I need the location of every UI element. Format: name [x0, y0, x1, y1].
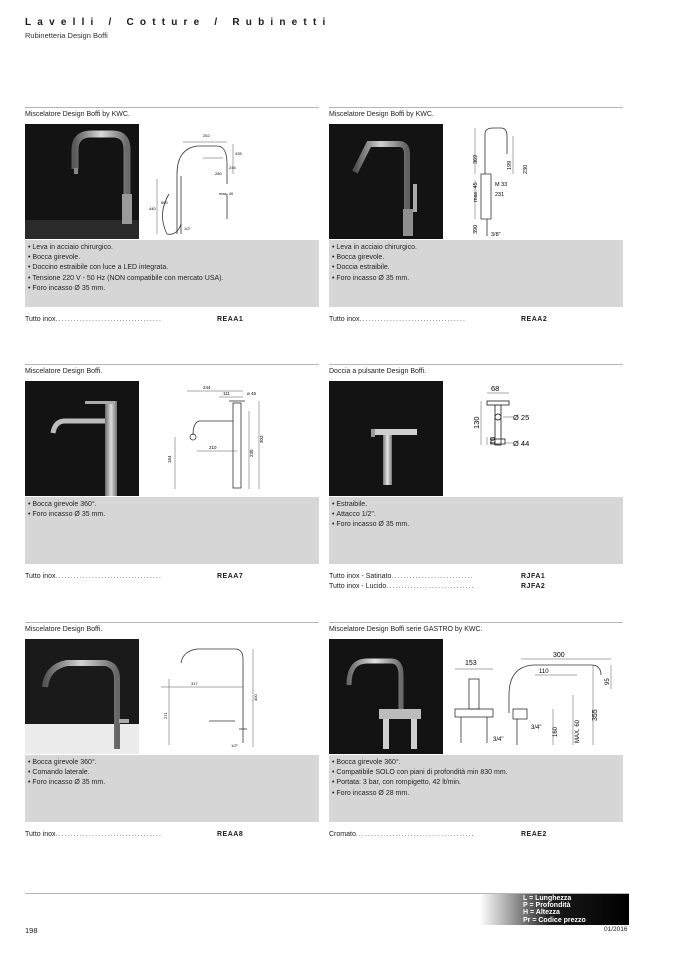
feature-item: • Tensione 220 V - 50 Hz (NON compatibile con mercato USA).: [28, 274, 316, 284]
faucet-photo-image: [329, 124, 443, 239]
edition-date: 01/2016: [604, 926, 628, 933]
dim-label: 230: [249, 449, 254, 457]
product-title: Miscelatore Design Boffi.: [25, 626, 103, 633]
feature-item: • Attacco 1/2".: [332, 510, 620, 520]
product-photo: [329, 381, 443, 496]
dim-label: Ø 44: [513, 439, 530, 448]
feature-item: • Estraibile.: [332, 500, 620, 510]
page-number: 198: [25, 926, 38, 935]
product-code: REAA7: [217, 573, 244, 580]
dim-label: 355: [592, 709, 599, 721]
feature-item: • Foro incasso Ø 35 mm.: [332, 520, 620, 530]
features-box: [25, 240, 319, 307]
card-divider: [329, 364, 623, 365]
product-photo: [329, 639, 443, 754]
dim-label: 68: [491, 384, 500, 393]
features-box: [329, 497, 623, 564]
legend-item: H = Altezza: [523, 909, 560, 917]
dim-label: 130: [472, 416, 481, 429]
finish-label: Tutto inox: [329, 316, 360, 323]
feature-item: • Doccia estraibile.: [332, 263, 620, 273]
finish-label: Tutto inox: [25, 316, 56, 323]
dim-label: 600: [161, 200, 168, 205]
dim-label: 303: [259, 435, 264, 443]
dim-label: 271: [163, 712, 168, 719]
technical-drawing-svg: [147, 639, 317, 754]
dim-label: 199: [507, 160, 513, 170]
price-code-row: Tutto inox................................... REAA1: [25, 316, 244, 323]
feature-item: • Leva in acciaio chirurgico.: [28, 243, 316, 253]
page-subtitle: Rubinetteria Design Boffi: [25, 31, 108, 40]
product-code: RJFA1: [521, 573, 546, 580]
dim-label: 317: [191, 681, 198, 686]
feature-item: • Bocca girevole.: [332, 253, 620, 263]
dim-label: MAX. 60: [575, 719, 581, 743]
legend-item: L = Lunghezza: [523, 895, 572, 902]
dim-label: Ø 25: [513, 413, 530, 422]
dim-label: 164: [167, 455, 172, 463]
dim-label: 245: [229, 165, 236, 170]
card-divider: [329, 107, 623, 108]
finish-label: Tutto inox: [25, 831, 56, 838]
price-code-row: Cromato....................................... REAE2: [329, 831, 547, 838]
shower-photo-image: [329, 381, 443, 496]
product-photo: [25, 639, 139, 754]
feature-item: • Bocca girevole 360°.: [332, 758, 620, 768]
product-code: RJFA2: [521, 583, 546, 590]
dim-label: 3/8": [491, 232, 501, 238]
price-code-row: Tutto inox................................... REAA2: [329, 316, 548, 323]
dim-label: 10: [488, 436, 497, 445]
product-title: Miscelatore Design Boffi serie GASTRO by KWC.: [329, 626, 483, 633]
card-divider: [25, 364, 319, 365]
product-code: REAA1: [217, 316, 244, 323]
finish-label: Tutto inox: [25, 573, 56, 580]
dim-label: 400: [253, 694, 258, 701]
legend-item: Pr = Codice prezzo: [523, 916, 586, 924]
features-box: [25, 755, 319, 822]
technical-drawing-svg: [147, 381, 317, 496]
technical-drawing-svg: [147, 124, 317, 239]
page-title: Lavelli / Cotture / Rubinetti: [25, 17, 332, 28]
dim-label: M 33: [495, 182, 508, 188]
finish-label: Tutto inox - Satinato: [329, 573, 392, 580]
technical-drawing-svg: [451, 124, 621, 239]
feature-item: • Bocca girevole 360°.: [28, 500, 316, 510]
product-photo: [25, 124, 139, 239]
dim-label: 244: [203, 385, 211, 390]
product-code: REAA8: [217, 831, 244, 838]
price-code-row: Tutto inox................................... REAA7: [25, 573, 244, 580]
dim-label: 369: [473, 154, 479, 164]
dim-label: 95: [605, 678, 611, 685]
dim-label: 1/2": [231, 743, 238, 748]
product-title: Doccia a pulsante Design Boffi.: [329, 368, 427, 375]
technical-drawing-svg: [451, 639, 621, 754]
card-divider: [25, 622, 319, 623]
feature-item: • Foro incasso Ø 35 mm.: [28, 284, 316, 294]
faucet-photo-image: [25, 381, 139, 496]
dim-label: 252: [203, 133, 210, 138]
dim-label: max. 45: [473, 182, 479, 202]
dim-label: 280: [215, 171, 222, 176]
dim-label: 435: [235, 151, 242, 156]
product-photo: [329, 124, 443, 239]
faucet-photo-image: [25, 639, 139, 754]
features-box: [329, 755, 623, 822]
technical-drawing: [147, 124, 317, 239]
feature-item: • Foro incasso Ø 35 mm.: [28, 778, 316, 788]
feature-item: • Leva in acciaio chirurgico.: [332, 243, 620, 253]
dimension-legend: [480, 894, 629, 925]
dim-label: 111: [223, 391, 230, 396]
feature-item: • Portata: 3 bar, con rompigetto, 42 lt/min.: [332, 778, 620, 788]
product-code: REAA2: [521, 316, 548, 323]
feature-item: • Foro incasso Ø 35 mm.: [28, 510, 316, 520]
product-title: Miscelatore Design Boffi by KWC.: [329, 111, 434, 118]
technical-drawing: [147, 381, 317, 496]
product-title: Miscelatore Design Boffi by KWC.: [25, 111, 130, 118]
technical-drawing: [451, 381, 621, 496]
card-divider: [329, 622, 623, 623]
feature-item: • Bocca girevole.: [28, 253, 316, 263]
feature-item: • Foro incasso Ø 28 mm.: [332, 789, 620, 799]
feature-item: • Doccino estraibile con luce a LED integrata.: [28, 263, 316, 273]
dim-label: 3/4": [531, 725, 542, 731]
dim-label: 300: [553, 652, 565, 659]
feature-item: • Bocca girevole 360°.: [28, 758, 316, 768]
dim-label: 390: [473, 224, 479, 234]
dim-label: 230: [523, 164, 529, 174]
dim-label: 1/2": [184, 226, 191, 231]
legend-item: P = Profondità: [523, 902, 571, 910]
faucet-photo-image: [25, 124, 139, 239]
dim-label: ø 45: [247, 391, 257, 396]
dim-label: max. 40: [219, 191, 234, 196]
dim-label: 110: [539, 669, 549, 675]
dim-label: 3/4": [493, 737, 504, 743]
technical-drawing: [147, 639, 317, 754]
faucet-photo-image: [329, 639, 443, 754]
product-code: REAE2: [521, 831, 547, 838]
price-code-row: Tutto inox - Satinato........................... RJFA1: [329, 573, 546, 580]
technical-drawing-svg: [451, 381, 621, 496]
technical-drawing: [451, 639, 621, 754]
dim-label: 440: [149, 206, 156, 211]
feature-item: • Comando laterale.: [28, 768, 316, 778]
feature-item: • Compatibile SOLO con piani di profondità min 830 mm.: [332, 768, 620, 778]
dim-label: 153: [465, 660, 477, 667]
dim-label: 160: [553, 726, 559, 737]
technical-drawing: [451, 124, 621, 239]
finish-label: Tutto inox - Lucido: [329, 583, 387, 590]
dim-label: 210: [209, 445, 217, 450]
features-box: [25, 497, 319, 564]
finish-label: Cromato: [329, 831, 356, 838]
features-box: [329, 240, 623, 307]
dim-label: 231: [495, 192, 505, 198]
price-code-row: Tutto inox................................... REAA8: [25, 831, 244, 838]
card-divider: [25, 107, 319, 108]
price-code-row: Tutto inox - Lucido............................. RJFA2: [329, 583, 546, 590]
product-photo: [25, 381, 139, 496]
product-title: Miscelatore Design Boffi.: [25, 368, 103, 375]
feature-item: • Foro incasso Ø 35 mm.: [332, 274, 620, 284]
